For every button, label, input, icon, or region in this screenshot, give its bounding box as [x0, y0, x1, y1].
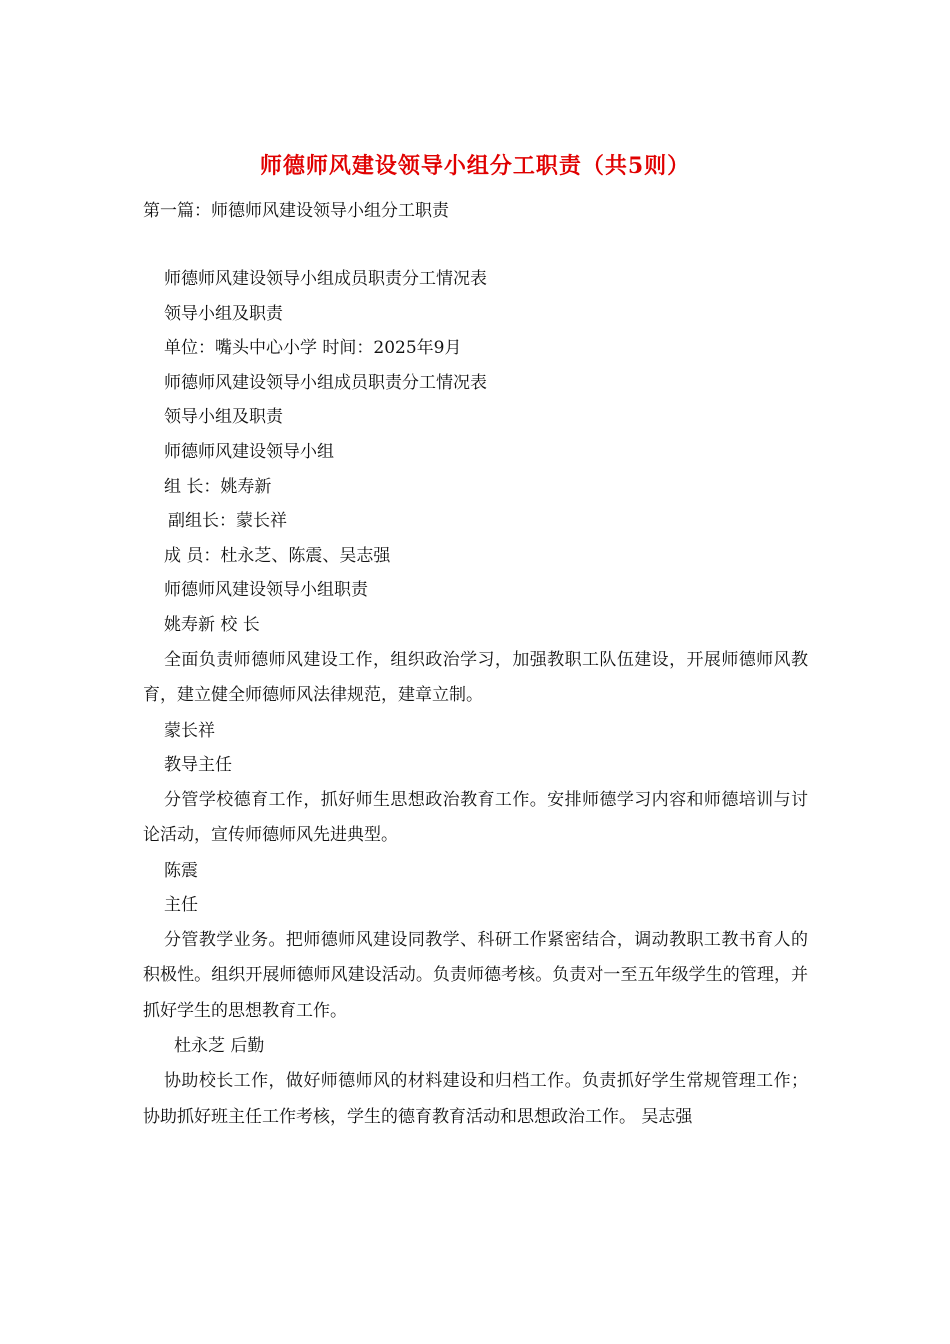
duty-paragraph: 分管学校德育工作，抓好师生思想政治教育工作。安排师德学习内容和师德培训与讨论活动，宣传师德师风先进典型。	[143, 789, 808, 846]
body-line: 领导小组及职责	[164, 303, 283, 324]
deputy-leader-line: 副组长：蒙长祥	[168, 511, 287, 532]
body-line: 领导小组及职责	[164, 407, 283, 428]
body-line: 师德师风建设领导小组	[164, 441, 334, 462]
person-role-line: 杜永芝 后勤	[174, 1036, 265, 1057]
section-heading: 第一篇：师德师风建设领导小组分工职责	[143, 201, 449, 221]
duty-paragraph: 协助校长工作，做好师德师风的材料建设和归档工作。负责抓好学生常规管理工作；协助抓好班主任工作考核，学生的德育教育活动和思想政治工作。 吴志强	[143, 1071, 808, 1127]
document-title: 师德师风建设领导小组分工职责（共5则）	[259, 153, 691, 179]
duty-paragraph: 分管教学业务。把师德师风建设同教学、科研工作紧密结合，调动教职工教书育人的积极性。组织开展师德师风建设活动。负责师德考核。负责对一至五年级学生的管理，并抓好学生的思想教育工作。	[143, 929, 808, 1021]
person-role-line: 主任	[164, 895, 198, 916]
body-line: 师德师风建设领导小组职责	[164, 580, 368, 601]
person-role-line: 教导主任	[164, 755, 232, 776]
leader-line: 组 长：姚寿新	[164, 476, 272, 497]
person-name-line: 蒙长祥	[164, 720, 215, 741]
document-body	[143, 262, 808, 1135]
body-line: 师德师风建设领导小组成员职责分工情况表	[164, 269, 487, 289]
person-role-line: 姚寿新 校 长	[164, 614, 260, 635]
body-line: 师德师风建设领导小组成员职责分工情况表	[164, 372, 487, 393]
body-line: 单位：嘴头中心小学 时间：2025年9月	[164, 338, 462, 359]
members-line: 成 员：杜永芝、陈震、吴志强	[164, 545, 391, 566]
person-name-line: 陈震	[164, 860, 198, 881]
duty-paragraph: 全面负责师德师风建设工作，组织政治学习，加强教职工队伍建设，开展师德师风教育，建立健全师德师风法律规范，建章立制。	[143, 649, 808, 706]
